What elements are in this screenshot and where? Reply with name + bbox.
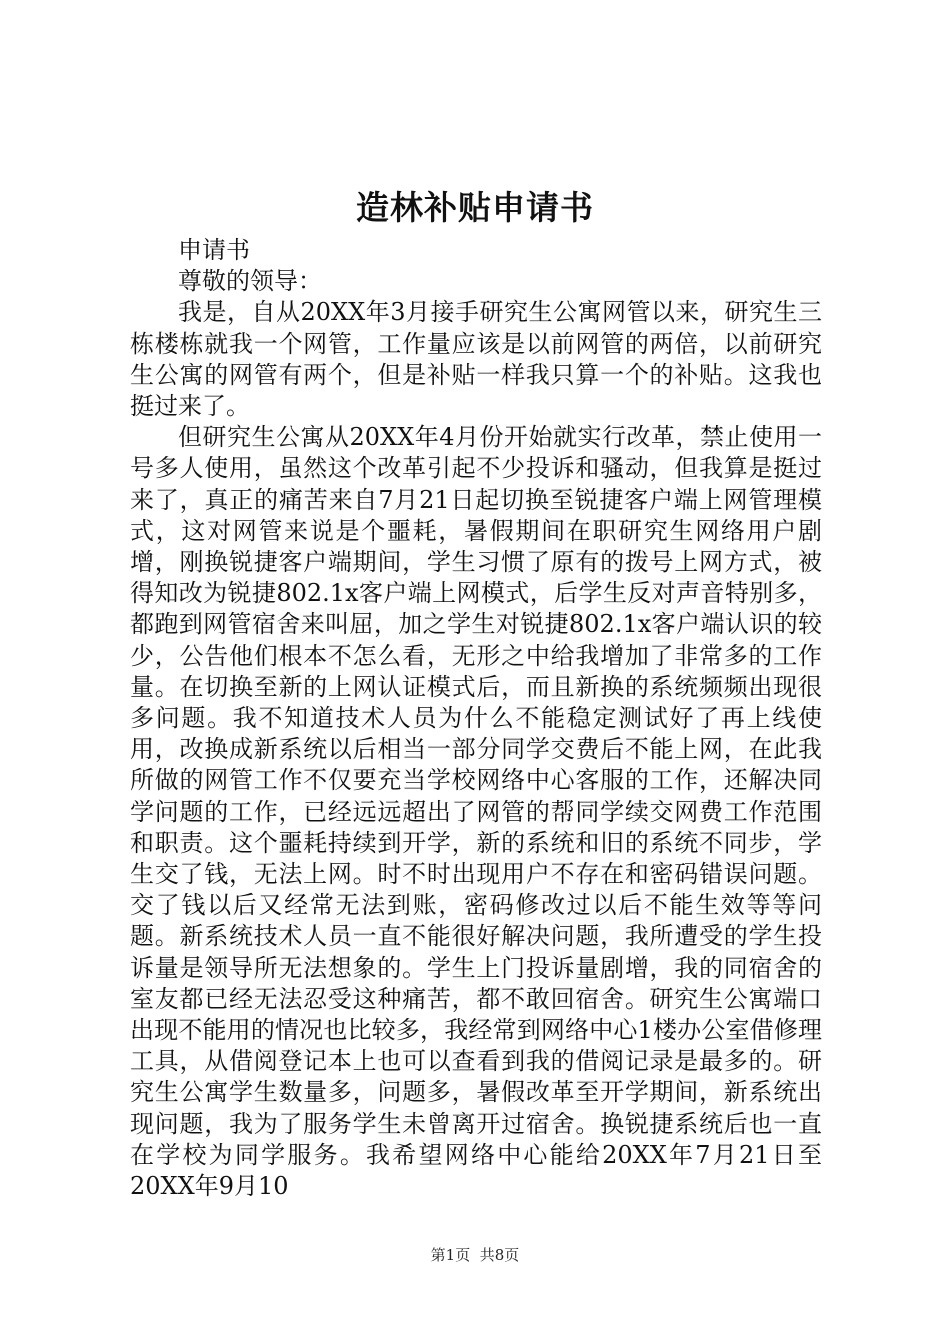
page-number: 第1页 bbox=[430, 1246, 471, 1264]
page-footer bbox=[0, 1245, 950, 1265]
page-total: 共8页 bbox=[479, 1246, 520, 1264]
paragraph-intro: 我是，自从20XX年3月接手研究生公寓网管以来，研究生三栋楼栋就我一个网管，工作量应该是以前网管的两倍，以前研究生公寓的网管有两个，但是补贴一样我只算一个的补贴。这我也挺过来了。 bbox=[130, 298, 822, 421]
document-title: 造林补贴申请书 bbox=[356, 188, 594, 227]
paragraph-main: 但研究生公寓从20XX年4月份开始就实行改革，禁止使用一号多人使用，虽然这个改革引起不少投诉和骚动，但我算是挺过来了，真正的痛苦来自7月21日起切换至锐捷客户端上网管理模式，这对网管来说是个噩耗，暑假期间在职研究生网络用户剧增，刚换锐捷客户端期间，学生习惯了原有的拨号上网方式，被得知改为锐捷802.1x客户端上网模式，后学生反对声音特别多，都跑到网管宿舍来叫屈，加之学生对锐捷802.1x客户端认识的较少，公告他们根本不怎么看，无形之中给我增加了非常多的工作量。在切换至新的上网认证模式后，而且新换的系统频频出现很多问题。我不知道技术人员为什么不能稳定测试好了再上线使用，改换成新系统以后相当一部分同学交费后不能上网，在此我所做的网管工作不仅要充当学校网络中心客服的工作，还解决同学问题的工作，已经远远超出了网管的帮同学续交网费工作范围和职责。这个噩耗持续到开学，新的系统和旧的系统不同步，学生交了钱，无法上网。时不时出现用户不存在和密码错误问题。交了钱以后又经常无法到账，密码修改过以后不能生效等等问题。新系统技术人员一直不能很好解决问题，我所遭受的学生投诉量是领导所无法想象的。学生上门投诉量剧增，我的同宿舍的室友都已经无法忍受这种痛苦，都不敢回宿舍。研究生公寓端口出现不能用的情况也比较多，我经常到网络中心1楼办公室借修理工具，从借阅登记本上也可以查看到我的借阅记录是最多的。研究生公寓学生数量多，问题多，暑假改革至开学期间，新系统出现问题，我为了服务学生未曾离开过宿舍。换锐捷系统后也一直在学校为同学服务。我希望网络中心能给20XX年7月21日至20XX年9月10 bbox=[130, 423, 822, 1201]
salutation-heading: 申请书 bbox=[178, 236, 250, 264]
document-body bbox=[130, 235, 822, 1202]
salutation: 尊敬的领导： bbox=[178, 267, 322, 296]
